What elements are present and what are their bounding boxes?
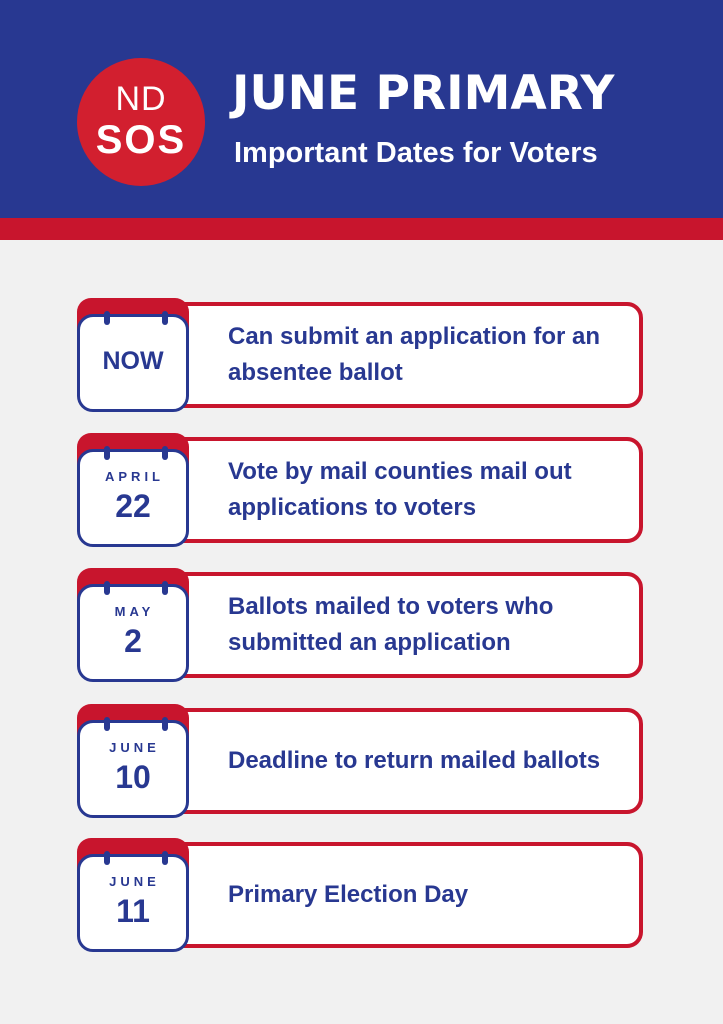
- event-description: Primary Election Day: [228, 881, 469, 908]
- event-card-5: [150, 842, 643, 948]
- event-card-4: [150, 708, 643, 814]
- event-card-2: [150, 437, 643, 543]
- event-month: JUNE: [109, 874, 160, 889]
- header-stripe: [0, 218, 723, 240]
- nd-sos-logo: [77, 58, 205, 186]
- event-description: Can submit an application for an absentee ballot: [228, 323, 601, 386]
- event-month: MAY: [114, 604, 155, 619]
- event-day: 22: [115, 488, 151, 524]
- event-day: 2: [124, 623, 142, 659]
- event-description: Deadline to return mailed ballots: [228, 747, 601, 774]
- logo-line1: ND: [115, 80, 167, 118]
- event-month: JUNE: [109, 740, 160, 755]
- page-title: JUNE PRIMARY: [232, 66, 615, 121]
- event-card-3: [150, 572, 643, 678]
- event-description: Vote by mail counties mail out applications to voters: [228, 458, 572, 521]
- calendar-icon: [77, 298, 189, 412]
- calendar-icon: [77, 433, 189, 547]
- calendar-icon: [77, 568, 189, 682]
- calendar-icon: [77, 704, 189, 818]
- logo-line2: SOS: [95, 118, 187, 162]
- calendar-icon: [77, 838, 189, 952]
- event-day: 10: [115, 759, 151, 795]
- event-description: Ballots mailed to voters who submitted an application: [228, 593, 554, 656]
- event-card-1: [150, 302, 643, 408]
- event-day: 11: [116, 893, 150, 929]
- event-month: APRIL: [105, 469, 164, 484]
- page-subtitle: Important Dates for Voters: [234, 137, 598, 169]
- event-date-now: NOW: [102, 347, 164, 375]
